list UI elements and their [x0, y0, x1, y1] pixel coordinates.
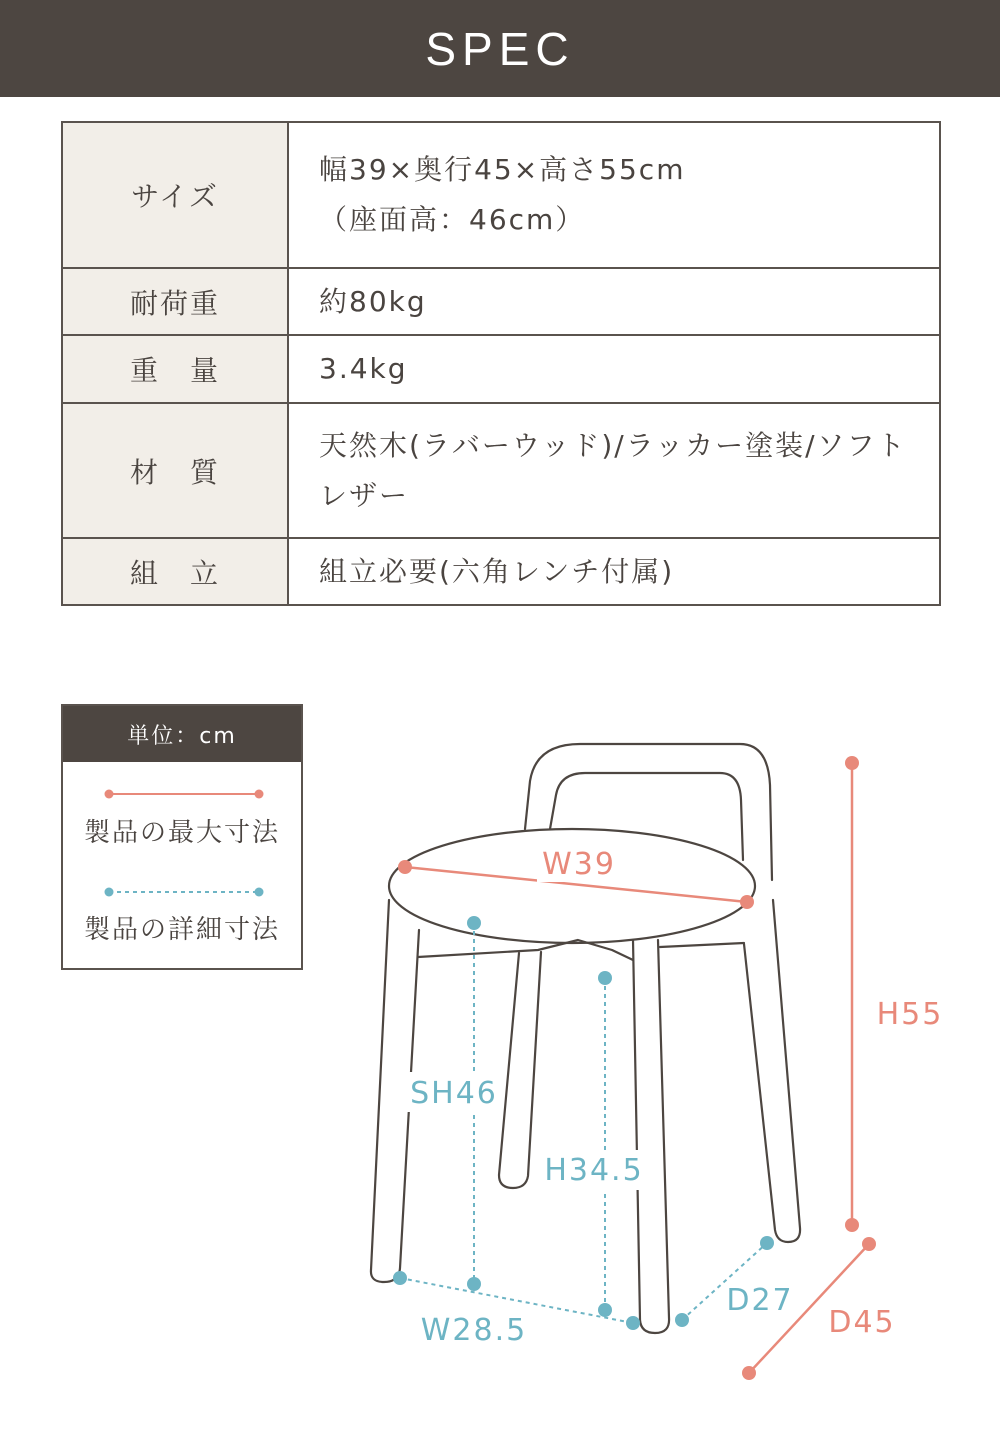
legend-unit: 単位：cm [63, 706, 301, 762]
spec-label-load: 耐荷重 [62, 268, 288, 335]
sh46-dot-top [467, 916, 481, 930]
w28-5-label: W28.5 [420, 1313, 528, 1348]
w39-dot-right [740, 895, 754, 909]
detail-dimension-marks [393, 916, 774, 1330]
spec-value-load-line1: 約80kg [319, 284, 427, 318]
d45-dot-bottom [742, 1366, 756, 1380]
spec-label-assembly: 組 立 [62, 538, 288, 605]
legend-detail-label: 製品の詳細寸法 [83, 915, 280, 945]
w28-5-dot-left [393, 1271, 407, 1285]
spec-label-material: 材 質 [62, 403, 288, 538]
spec-value-size-line2: （座面高：46cm） [319, 203, 586, 236]
h34-5-dot-top [598, 971, 612, 985]
w28-5-dot-right [626, 1316, 640, 1330]
d27-dot-bottom [675, 1313, 689, 1327]
h34-5-label: H34.5 [544, 1153, 644, 1188]
back-right-leg [744, 900, 800, 1242]
h34-5-dot-bottom [598, 1303, 612, 1317]
spec-value-material-line2: レザー [319, 478, 410, 512]
spec-value-material-line1: 天然木(ラバーウッド)/ラッカー塗装/ソフト [319, 428, 907, 462]
spec-title: SPEC [425, 22, 575, 75]
spec-label-size: サイズ [62, 122, 288, 268]
legend-max-label: 製品の最大寸法 [83, 818, 280, 848]
d45-dot-top [862, 1237, 876, 1251]
sh46-label: SH46 [410, 1076, 498, 1111]
spec-value-size-line1: 幅39×奥行45×高さ55cm [319, 153, 686, 186]
d27-dot-top [760, 1236, 774, 1250]
stool-illustration [371, 744, 800, 1333]
spec-label-weight: 重 量 [62, 335, 288, 403]
h55-label: H55 [876, 997, 944, 1032]
side-stretcher [660, 943, 744, 947]
w39-dot-left [398, 860, 412, 874]
sh46-dot-bottom [467, 1277, 481, 1291]
front-right-leg [633, 940, 669, 1333]
spec-value-weight-line1: 3.4kg [319, 352, 408, 385]
h55-dot-top [845, 756, 859, 770]
spec-value-assembly-line1: 組立必要(六角レンチ付属) [319, 554, 675, 588]
h55-dot-bottom [845, 1218, 859, 1232]
back-left-leg [499, 952, 541, 1188]
d27-label: D27 [726, 1283, 794, 1318]
w39-label: W39 [542, 847, 616, 882]
d45-label: D45 [828, 1305, 896, 1340]
